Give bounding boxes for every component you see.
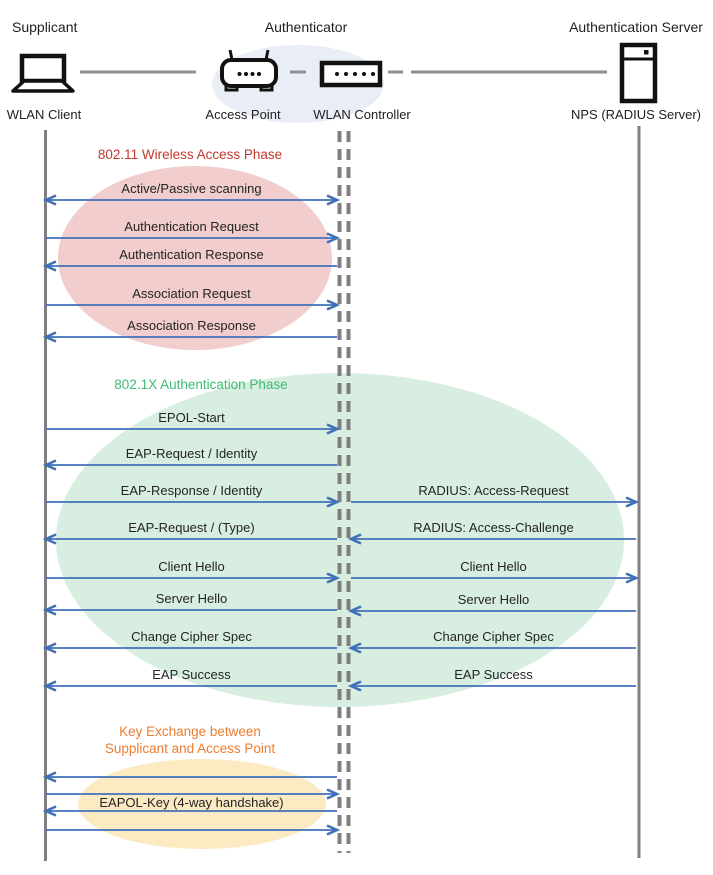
message-label: RADIUS: Access-Request	[418, 483, 569, 498]
laptop-icon	[13, 56, 73, 91]
message-label: Change Cipher Spec	[131, 629, 252, 644]
device-wlan-client: WLAN Client	[6, 107, 82, 122]
message-label: EAP Success	[454, 667, 533, 682]
message-label: EAPOL-Key (4-way handshake)	[99, 795, 284, 810]
key-exchange-phase-title-line1: Key Exchange between	[119, 724, 261, 739]
key-exchange-phase-title-line2: Supplicant and Access Point	[104, 741, 276, 756]
device-wlan-controller: WLAN Controller	[313, 107, 411, 122]
message-label: Change Cipher Spec	[433, 629, 554, 644]
message-label: EPOL-Start	[158, 410, 225, 425]
message-label: Client Hello	[460, 559, 527, 574]
role-supplicant: Supplicant	[12, 19, 78, 35]
role-authenticator: Authenticator	[264, 19, 348, 35]
message-label: Client Hello	[158, 559, 225, 574]
dot1x-phase-title: 802.1X Authentication Phase	[114, 377, 288, 392]
wlan-controller-icon	[322, 63, 380, 85]
key-exchange-phase-title	[40, 723, 340, 757]
key-exchange-phase-ellipse	[78, 759, 326, 849]
wireless-phase-ellipse	[58, 166, 332, 350]
message-label: EAP-Response / Identity	[120, 483, 263, 498]
message-label: Association Request	[132, 286, 251, 301]
device-access-point: Access Point	[205, 107, 281, 122]
message-label: Authentication Request	[124, 219, 259, 234]
message-label: Server Hello	[457, 592, 530, 607]
message-label: Authentication Response	[119, 247, 264, 262]
message-label: Association Response	[127, 318, 256, 333]
message-label: EAP Success	[152, 667, 231, 682]
wireless-phase-title: 802.11 Wireless Access Phase	[97, 147, 283, 162]
message-label: RADIUS: Access-Challenge	[413, 520, 574, 535]
server-icon	[622, 45, 655, 101]
message-label: EAP-Request / Identity	[125, 446, 258, 461]
message-label: EAP-Request / (Type)	[128, 520, 255, 535]
role-authentication-server: Authentication Server	[569, 19, 703, 35]
device-nps-radius-server: NPS (RADIUS Server)	[570, 107, 702, 122]
message-label: Server Hello	[155, 591, 228, 606]
message-label: Active/Passive scanning	[121, 181, 262, 196]
